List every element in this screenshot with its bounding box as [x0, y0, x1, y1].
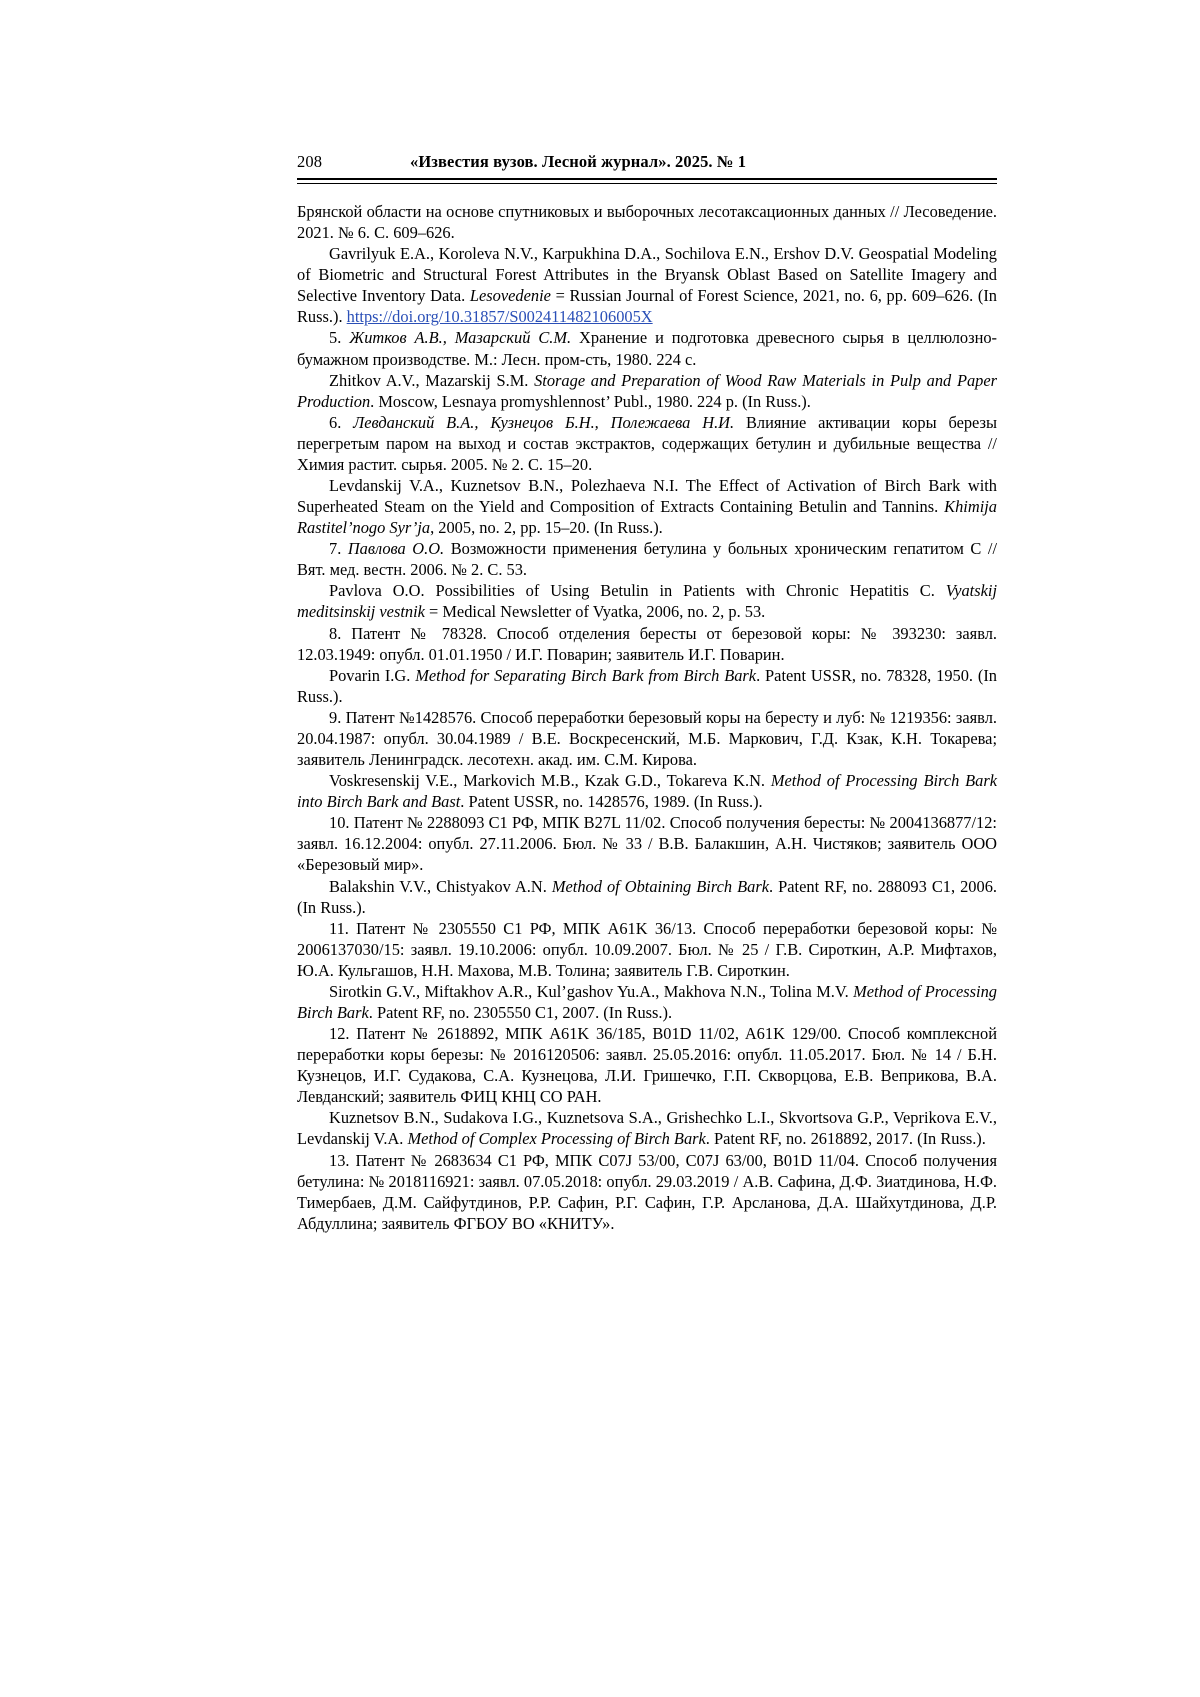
- reference-13-ru: 13. Патент № 2683634 С1 РФ, МПК C07J 53/00, C07J 63/00, B01D 11/04. Способ получения бетулина: № 2018116921: заявл. 07.05.2018: опубл. 29.03.2019 / А.В. Сафина, Д.Ф. Зиатдинова, Н.Ф. Тимербаев, Д.М. Сайфутдинов, Р.Р. Сафин, Р.Г. Сафин, Г.Р. Арсланова, Д.А. Шайхутдинова, Д.Р. Абдуллина; заявитель ФГБОУ ВО «КНИТУ».: [297, 1150, 997, 1233]
- ref-text: Хранение и подготовка древесного сырья в целлюлозно-бумажном производстве. М.: Лесн. пром-сть, 1980. 224 с.: [297, 328, 998, 369]
- ref-authors: Житков А.В., Мазарский С.М.: [349, 328, 572, 348]
- ref-title-italic: Method of Complex Processing of Birch Bark: [407, 1129, 706, 1149]
- ref-authors: Levdanskij V.A., Kuznetsov B.N., Polezhaeva N.I. The Effect of Activation of Birch Bark with Superheated Steam on the Yield and Composition of Extracts Containing Betulin and Tannins.: [297, 476, 997, 517]
- ref-title-italic: Method of Processing Birch Bark into Birch Bark and Bast: [297, 771, 997, 812]
- ref-text-tail: . Patent RF, no. 288093 C1, 2006. (In Russ.).: [297, 876, 997, 917]
- reference-6-ru: [297, 412, 997, 475]
- ref-authors: Balakshin V.V., Chistyakov A.N.: [329, 876, 552, 896]
- ref-text-tail: . Moscow, Lesnaya promyshlennost’ Publ., 1980. 224 p. (In Russ.).: [370, 391, 811, 411]
- ref-authors: Павлова О.О.: [347, 539, 445, 559]
- reference-10-ru: 10. Патент № 2288093 С1 РФ, МПК B27L 11/02. Способ получения бересты: № 2004136877/12: заявл. 16.12.2004: опубл. 27.11.2006. Бюл. № 33 / В.В. Балакшин, А.Н. Чистяков; заявитель ООО «Березовый мир».: [297, 813, 997, 875]
- ref-journal-italic: Lesovedenie: [469, 286, 551, 306]
- ref-authors: Sirotkin G.V., Miftakhov A.R., Kul’gashov Yu.A., Makhova N.N., Tolina M.V.: [329, 981, 854, 1001]
- reference-10-en: [297, 876, 997, 918]
- ref-authors: Левданский В.А., Кузнецов Б.Н., Полежаева Н.И.: [353, 412, 735, 432]
- reference-6-en: [297, 475, 997, 538]
- ref-title-italic: Method of Processing Birch Bark: [297, 981, 997, 1022]
- reference-8-ru: 8. Патент № 78328. Способ отделения бересты от березовой коры: № 393230: заявл. 12.03.1949: опубл. 01.01.1950 / И.Г. Поварин; заявитель И.Г. Поварин.: [297, 623, 997, 664]
- ref-authors: Kuznetsov B.N., Sudakova I.G., Kuznetsova S.A., Grishechko L.I., Skvortsova G.P., Veprikova E.V., Levdanskij V.A.: [297, 1108, 997, 1149]
- ref-authors: Povarin I.G.: [329, 665, 416, 685]
- ref-authors: Zhitkov A.V., Mazarskij S.M.: [329, 370, 535, 390]
- ref-number: 5.: [329, 328, 350, 348]
- ref-text-tail: . Patent USSR, no. 1428576, 1989. (In Russ.).: [460, 792, 763, 812]
- ref-text-tail: , 2005, no. 2, pp. 15–20. (In Russ.).: [430, 518, 663, 538]
- reference-continuation-en: [297, 243, 997, 327]
- reference-12-ru: 12. Патент № 2618892, МПК A61K 36/185, B01D 11/02, A61K 129/00. Способ комплексной переработки коры березы: № 2016120506: заявл. 25.05.2016: опубл. 11.05.2017. Бюл. № 14 / Б.Н. Кузнецов, И.Г. Судакова, С.А. Кузнецова, Л.И. Гришечко, Г.П. Скворцова, Е.В. Веприкова, В.А. Левданский; заявитель ФИЦ КНЦ СО РАН.: [297, 1024, 997, 1107]
- ref-title-italic: Method for Separating Birch Bark from Birch Bark: [415, 665, 757, 685]
- ref-text-tail: = Medical Newsletter of Vyatka, 2006, no. 2, p. 53.: [424, 602, 766, 622]
- ref-text-tail: = Russian Journal of Forest Science, 2021, no. 6, pp. 609–626. (In Russ.).: [297, 286, 997, 327]
- reference-11-ru: 11. Патент № 2305550 С1 РФ, МПК A61K 36/13. Способ переработки березовой коры: № 2006137030/15: заявл. 19.10.2006: опубл. 10.09.2007. Бюл. № 25 / Г.В. Сироткин, А.Р. Мифтахов, Ю.А. Кульгашов, Н.Н. Махова, М.В. Толина; заявитель Г.В. Сироткин.: [297, 918, 997, 980]
- ref-text-tail: . Patent USSR, no. 78328, 1950. (In Russ.).: [297, 665, 997, 706]
- reference-7-ru: [297, 538, 997, 580]
- reference-9-ru: 9. Патент №1428576. Способ переработки березовый коры на бересту и луб: № 1219356: заявл. 20.04.1987: опубл. 30.04.1989 / В.Е. Воскресенский, М.Б. Маркович, Г.Д. Кзак, К.Н. Токарева; заявитель Ленинградск. лесотехн. акад. им. С.М. Кирова.: [297, 707, 997, 770]
- page-content: [297, 152, 997, 1234]
- reference-8-en: [297, 665, 997, 707]
- ref-text-tail: . Patent RF, no. 2305550 C1, 2007. (In Russ.).: [368, 1002, 673, 1022]
- page-number: 208: [297, 152, 323, 171]
- ref-title-italic: Storage and Preparation of Wood Raw Materials in Pulp and Paper Production: [297, 370, 997, 411]
- reference-5-en: [297, 370, 997, 412]
- header-divider: [297, 178, 997, 184]
- ref-authors: Voskresenskij V.E., Markovich M.B., Kzak G.D., Tokareva K.N.: [329, 771, 771, 791]
- page-header: [297, 152, 997, 172]
- ref-text: Gavrilyuk E.A., Koroleva N.V., Karpukhina D.A., Sochilova E.N., Ershov D.V. Geospatial Modeling of Biometric and Structural Forest Attributes in the Bryansk Oblast Based on Satellite Imagery and Selective Inventory Data.: [297, 244, 997, 306]
- doi-link[interactable]: https://doi.org/10.31857/S002411482106005X: [346, 307, 653, 327]
- reference-11-en: [297, 981, 997, 1023]
- ref-text-tail: . Patent RF, no. 2618892, 2017. (In Russ.).: [705, 1129, 986, 1149]
- ref-journal-italic: Khimija Rastitel’nogo Syr’ja: [297, 497, 997, 538]
- ref-text: Возможности применения бетулина у больных хроническим гепатитом С // Вят. мед. вестн. 2006. № 2. С. 53.: [297, 539, 997, 580]
- reference-7-en: [297, 580, 997, 622]
- references-body: [297, 201, 997, 1234]
- ref-title-italic: Method of Obtaining Birch Bark: [551, 876, 770, 896]
- ref-number: 7.: [329, 539, 348, 559]
- reference-9-en: [297, 770, 997, 812]
- reference-5-ru: [297, 327, 997, 369]
- journal-title: «Известия вузов. Лесной журнал». 2025. № 1: [410, 152, 747, 171]
- ref-journal-italic: Vyatskij meditsinskij vestnik: [297, 581, 997, 622]
- ref-authors: Pavlova O.O. Possibilities of Using Betulin in Patients with Chronic Hepatitis C.: [329, 581, 946, 601]
- reference-12-en: [297, 1107, 997, 1149]
- reference-continuation-ru: Брянской области на основе спутниковых и выборочных лесотаксационных данных // Лесоведение. 2021. № 6. С. 609–626.: [297, 202, 997, 243]
- ref-text: Влияние активации коры березы перегретым паром на выход и состав экстрактов, содержащих бетулин и дубильные вещества // Химия растит. сырья. 2005. № 2. С. 15–20.: [297, 412, 998, 474]
- ref-number: 6.: [329, 412, 354, 432]
